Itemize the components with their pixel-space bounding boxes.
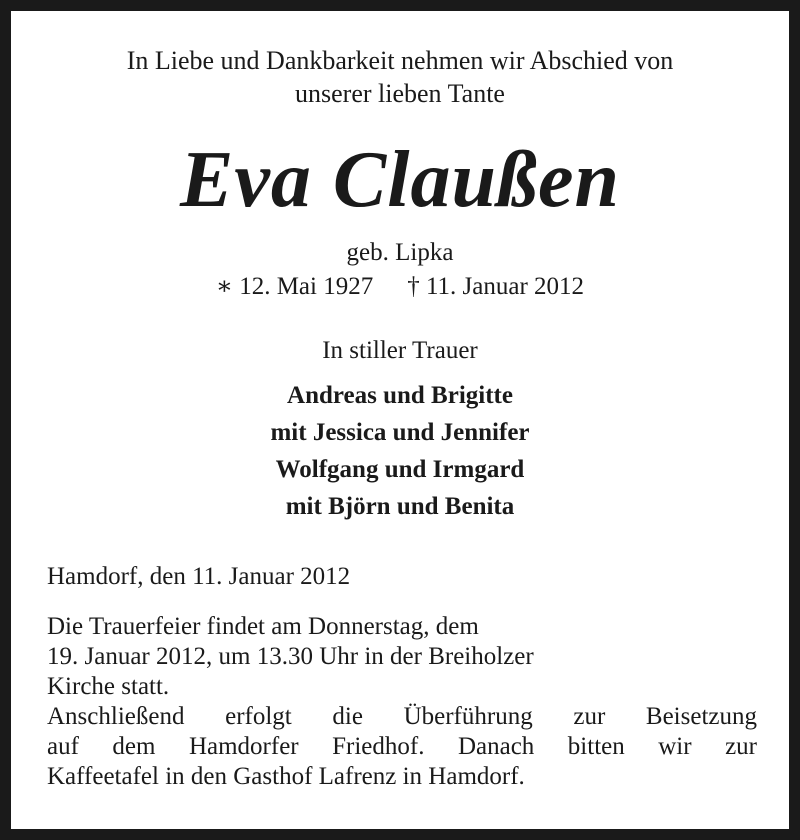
intro-line-1: In Liebe und Dankbarkeit nehmen wir Abschied von — [126, 46, 674, 75]
ceremony-line: Anschließend erfolgt die Überführung zur Beisetzung — [47, 703, 757, 730]
mourner-line: Andreas und Brigitte — [287, 382, 513, 409]
ceremony-line: Die Trauerfeier findet am Donnerstag, dem — [47, 613, 479, 640]
born-symbol-icon: ∗ — [215, 273, 233, 300]
cross-symbol-icon: † — [407, 273, 420, 300]
mourner-line: Wolfgang und Irmgard — [275, 456, 525, 483]
birth-name: geb. Lipka — [346, 239, 454, 266]
mourning-phrase: In stiller Trauer — [322, 337, 478, 364]
mourner-line: mit Jessica und Jennifer — [270, 419, 530, 446]
mourner-line: mit Björn und Benita — [285, 493, 515, 520]
intro-line-2: unserer lieben Tante — [295, 79, 505, 108]
ceremony-line: 19. Januar 2012, um 13.30 Uhr in der Breiholzer — [47, 643, 534, 670]
intro-text — [0, 44, 800, 110]
life-dates — [0, 271, 800, 303]
birth-date: 12. Mai 1927 — [239, 273, 374, 300]
deceased-name: Eva Claußen — [180, 136, 620, 224]
mourners-list — [0, 377, 800, 525]
ceremony-line: Kirche statt. — [47, 673, 170, 700]
ceremony-line: auf dem Hamdorfer Friedhof. Danach bitten wir zur — [47, 733, 757, 760]
death-date: 11. Januar 2012 — [425, 273, 585, 300]
ceremony-text — [47, 612, 757, 792]
place-date: Hamdorf, den 11. Januar 2012 — [47, 563, 351, 590]
ceremony-line: Kaffeetafel in den Gasthof Lafrenz in Hamdorf. — [47, 763, 525, 790]
